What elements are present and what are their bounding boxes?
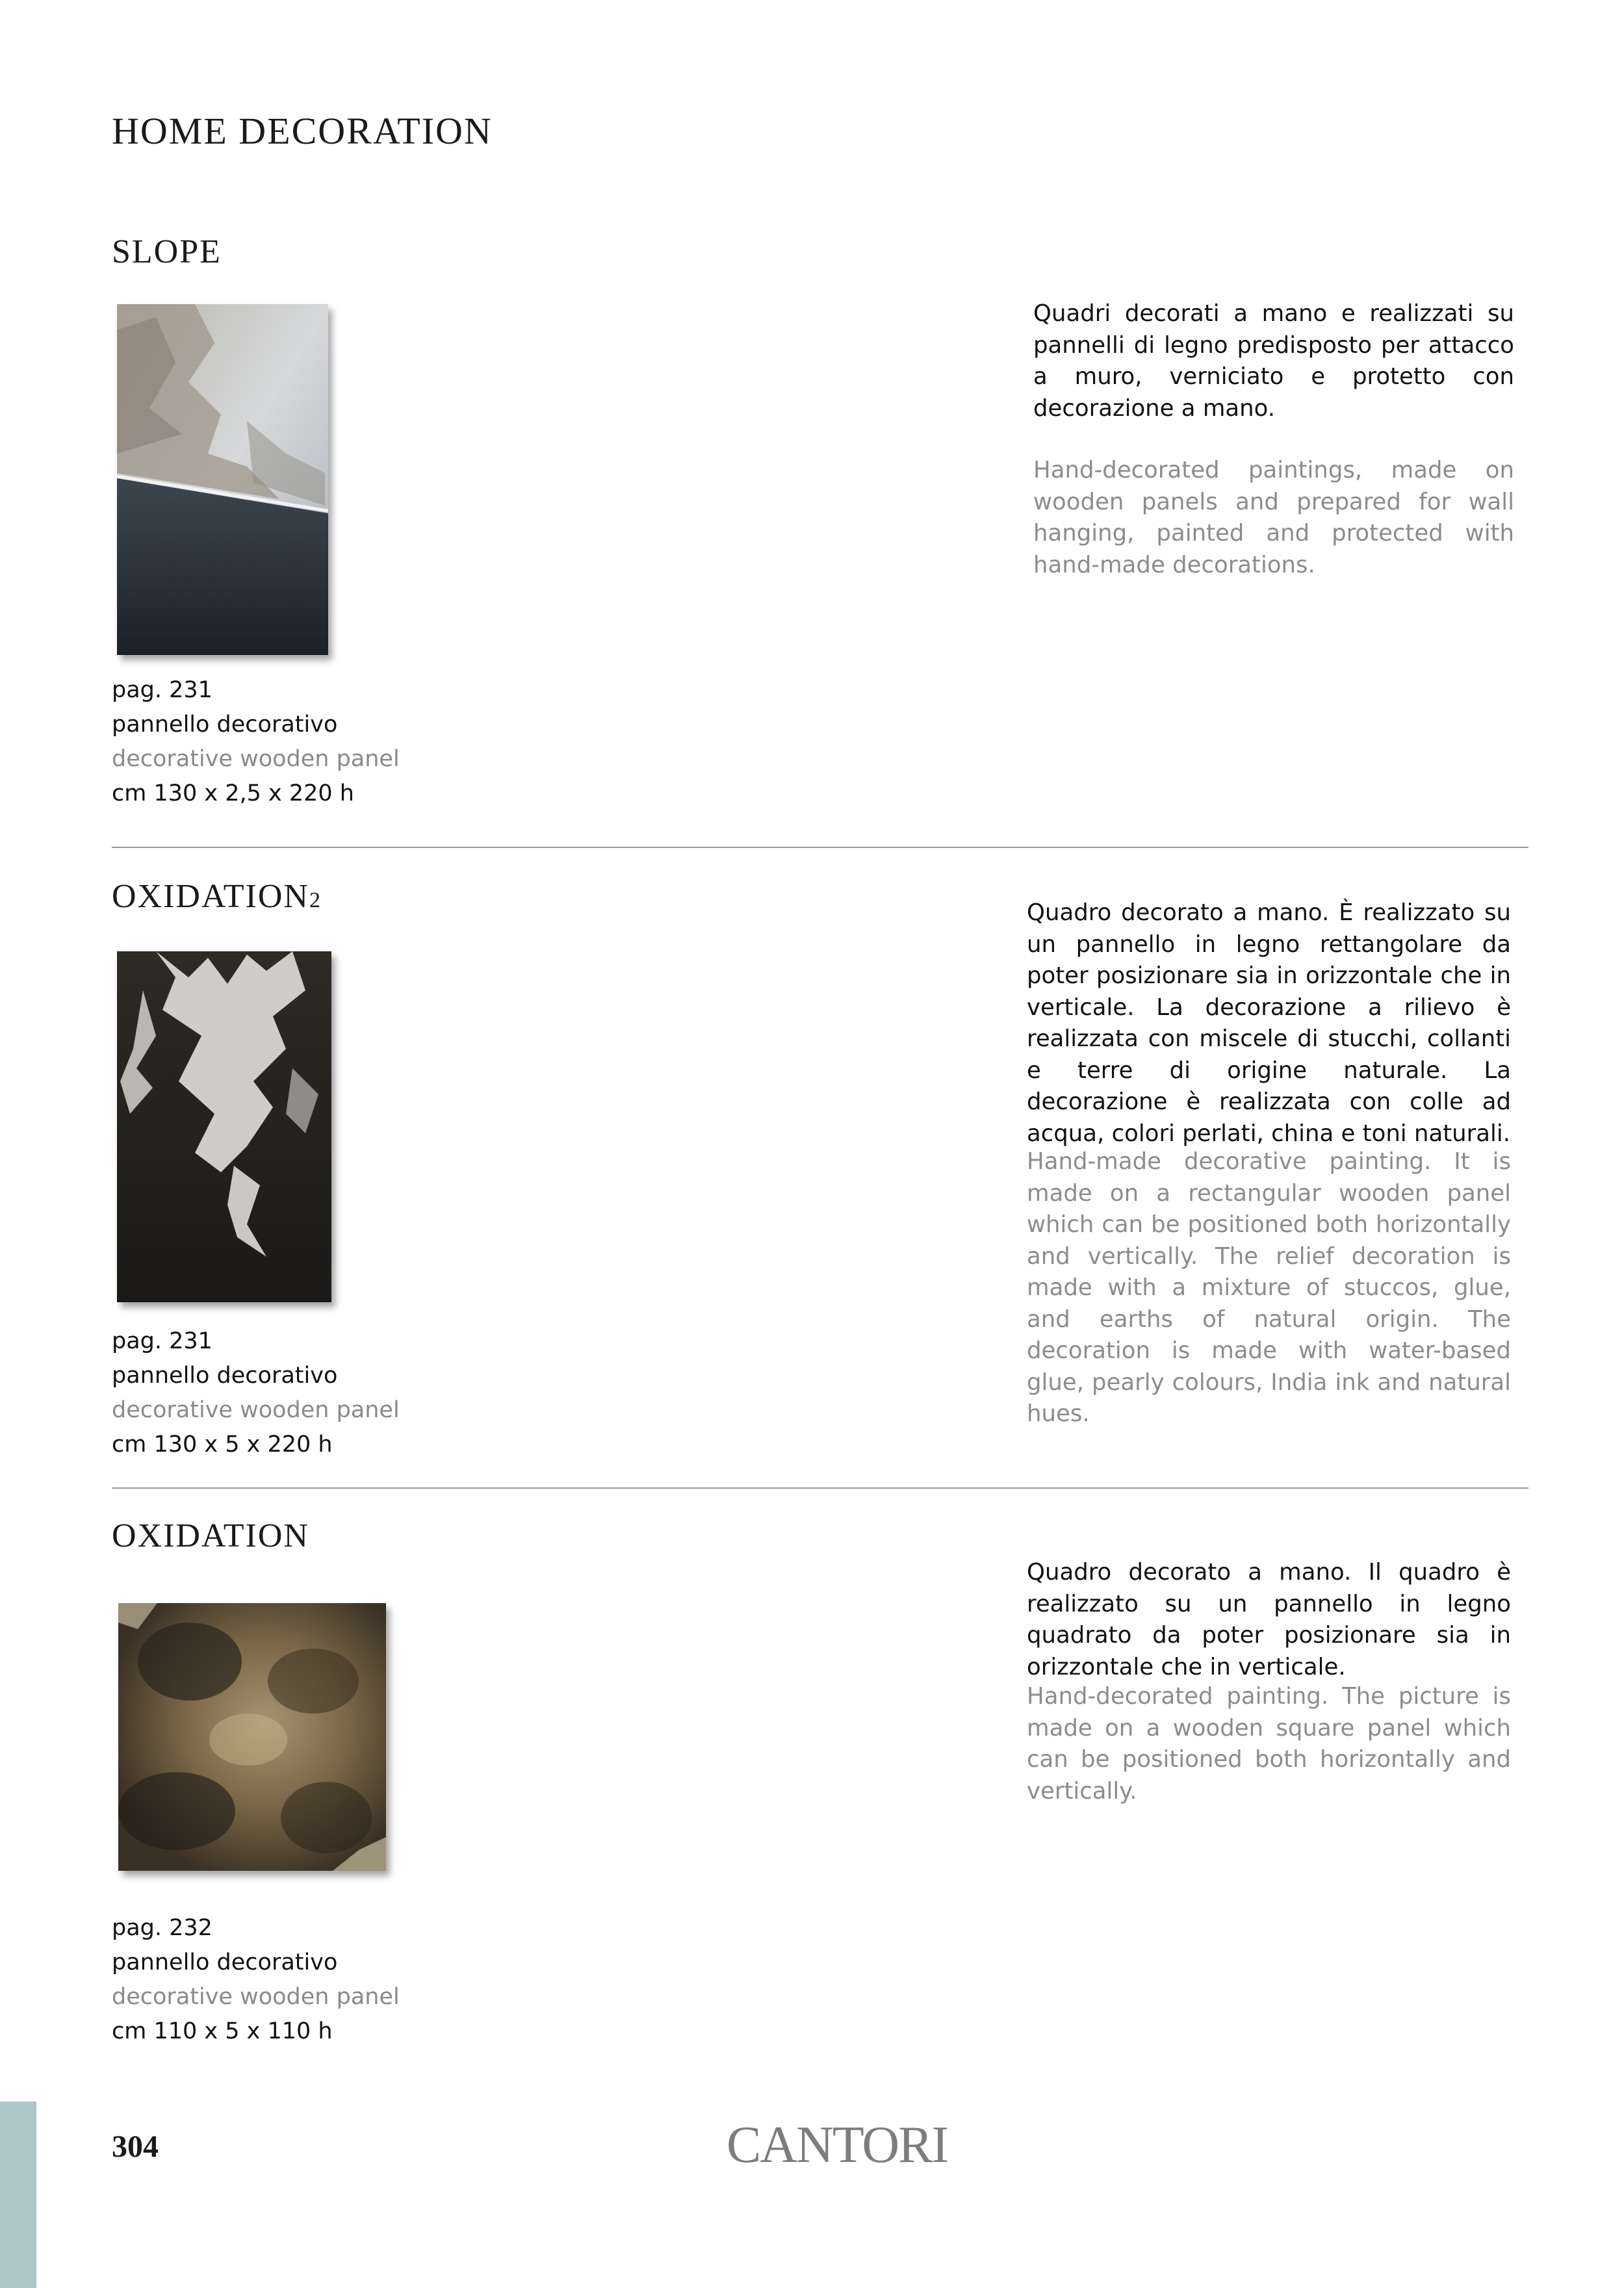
- brand-logo: CANTORI: [727, 2116, 948, 2174]
- product-meta-slope: [112, 673, 400, 811]
- page-reference: pag. 231: [112, 677, 213, 703]
- description-it-oxidation: Quadro decorato a mano. Il quadro è realizzato su un pannello in legno quadrato da poter posizionare sia in orizzontale che in verticale.: [1027, 1559, 1511, 1680]
- product-title-slope: SLOPE: [112, 233, 222, 270]
- description-it-slope: Quadri decorati a mano e realizzati su pannelli di legno predisposto per attacco a muro, verniciato e protetto con decorazione a mano.: [1033, 300, 1514, 422]
- page-reference: pag. 231: [112, 1328, 213, 1354]
- product-meta-oxidation2: [112, 1324, 400, 1462]
- page-title: HOME DECORATION: [112, 110, 493, 152]
- product-type-en: decorative wooden panel: [112, 1984, 400, 2010]
- product-meta-oxidation: [112, 1911, 400, 2049]
- product-dimensions: cm 110 x 5 x 110 h: [112, 2018, 333, 2044]
- page-reference: pag. 232: [112, 1915, 213, 1941]
- product-dimensions: cm 130 x 2,5 x 220 h: [112, 780, 354, 806]
- product-type-en: decorative wooden panel: [112, 746, 400, 772]
- artwork-image-oxidation2: [117, 951, 331, 1302]
- artwork-image-oxidation: [118, 1603, 386, 1871]
- description-it-oxidation2: Quadro decorato a mano. È realizzato su un pannello in legno rettangolare da poter posizionare sia in orizzontale che in verticale. La decorazione a rilievo è realizzata con miscele di stucchi, collanti e terre di origine naturale. La decorazione è realizzata con colle ad acqua, colori perlati, china e toni naturali.: [1027, 899, 1511, 1147]
- product-type-en: decorative wooden panel: [112, 1397, 400, 1423]
- section-divider: [112, 847, 1528, 848]
- section-divider: [112, 1487, 1528, 1489]
- product-type-it: pannello decorativo: [112, 1363, 338, 1389]
- description-en-slope: Hand-decorated paintings, made on wooden panels and prepared for wall hanging, painted and protected with hand-made decorations.: [1033, 457, 1514, 578]
- description-en-oxidation2: Hand-made decorative painting. It is made on a rectangular wooden panel which can be positioned both horizontally and vertically. The relief decoration is made with a mixture of stuccos, glue, and earths of natural origin. The decoration is made with water-based glue, pearly colours, India ink and natural hues.: [1027, 1148, 1511, 1427]
- product-dimensions: cm 130 x 5 x 220 h: [112, 1432, 333, 1458]
- product-title-oxidation2: OXIDATION2: [112, 878, 320, 915]
- product-type-it: pannello decorativo: [112, 1949, 338, 1975]
- accent-sidebar: [0, 2102, 36, 2288]
- product-title-oxidation: OXIDATION: [112, 1517, 309, 1554]
- page-number: 304: [112, 2129, 159, 2164]
- artwork-image-slope: [117, 304, 328, 655]
- description-en-oxidation: Hand-decorated painting. The picture is made on a wooden square panel which can be positioned both horizontally and vertically.: [1027, 1683, 1511, 1805]
- product-type-it: pannello decorativo: [112, 712, 338, 738]
